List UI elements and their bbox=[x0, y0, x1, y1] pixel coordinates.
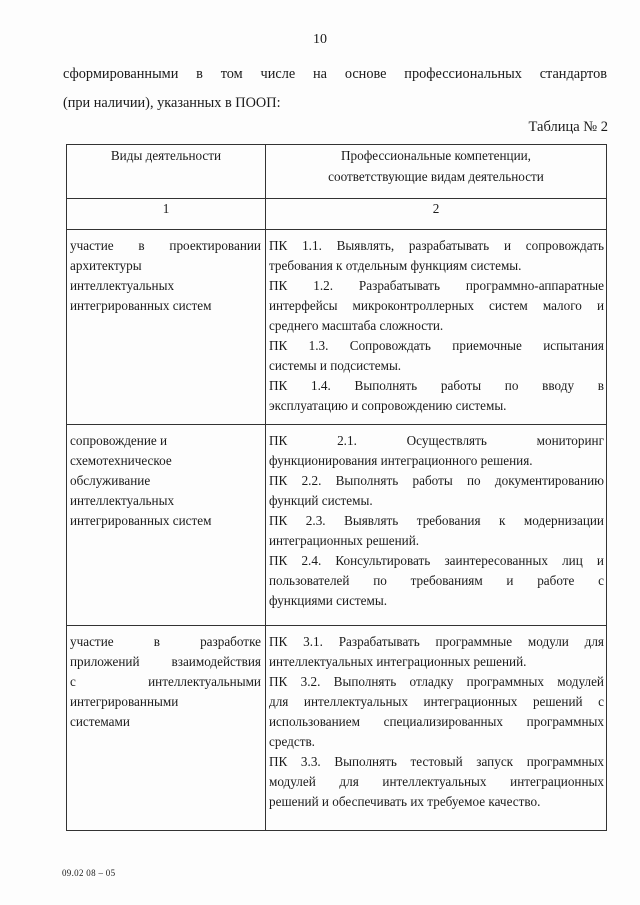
competence-line: использованием специализированных программных bbox=[269, 714, 604, 729]
header-competencies-line-1: Профессиональные компетенции, bbox=[341, 148, 531, 163]
competence-line: ПК 1.2. Разрабатывать программно-аппаратные bbox=[269, 278, 604, 293]
activity-line: схемотехническое bbox=[70, 453, 172, 468]
intro-line-2: (при наличии), указанных в ПООП: bbox=[63, 95, 281, 111]
column-number-row bbox=[67, 199, 607, 230]
activity-line: приложений взаимодействия bbox=[70, 654, 261, 669]
footer-document-code: 09.02 08 – 05 bbox=[62, 868, 116, 878]
competence-line: функциями системы. bbox=[269, 593, 388, 608]
competence-cell bbox=[266, 230, 607, 425]
competence-line: требования к отдельным функциям системы. bbox=[269, 258, 522, 273]
activity-line: сопровождение и bbox=[70, 433, 168, 448]
competence-line: ПК 3.2. Выполнять отладку программных модулей bbox=[269, 674, 604, 689]
header-competencies bbox=[266, 145, 607, 199]
activity-line: интегрированных систем bbox=[70, 298, 212, 313]
competence-line: решений и обеспечивать их требуемое качество. bbox=[269, 794, 541, 809]
header-activities bbox=[67, 145, 266, 199]
competence-line: интеграционных решений. bbox=[269, 533, 420, 548]
table-row bbox=[67, 425, 607, 626]
activity-line: системами bbox=[70, 714, 130, 729]
competence-line: среднего масштаба сложности. bbox=[269, 318, 444, 333]
table-caption: Таблица № 2 bbox=[528, 119, 608, 135]
column-number-1: 1 bbox=[67, 199, 266, 230]
activity-cell bbox=[67, 425, 266, 626]
competence-cell bbox=[266, 626, 607, 831]
competence-line: ПК 1.4. Выполнять работы по вводу в bbox=[269, 378, 604, 393]
competence-line: эксплуатацию и сопровождению системы. bbox=[269, 398, 507, 413]
competence-cell bbox=[266, 425, 607, 626]
competence-line: интеллектуальных интеграционных решений. bbox=[269, 654, 527, 669]
table-row bbox=[67, 626, 607, 831]
activity-line: участие в разработке bbox=[70, 634, 261, 649]
activity-line: с интеллектуальными bbox=[70, 674, 261, 689]
activity-cell bbox=[67, 626, 266, 831]
activity-line: интегрированных систем bbox=[70, 513, 212, 528]
competence-line: ПК 2.3. Выявлять требования к модернизации bbox=[269, 513, 604, 528]
competence-line: ПК 2.1. Осуществлять мониторинг bbox=[269, 433, 604, 448]
competence-line: ПК 3.3. Выполнять тестовый запуск программных bbox=[269, 754, 604, 769]
competence-line: ПК 1.1. Выявлять, разрабатывать и сопровождать bbox=[269, 238, 604, 253]
activity-line: архитектуры bbox=[70, 258, 142, 273]
column-number-2: 2 bbox=[266, 199, 607, 230]
competence-line: функционирования интеграционного решения. bbox=[269, 453, 533, 468]
page-number: 10 bbox=[313, 32, 327, 47]
competence-line: ПК 2.2. Выполнять работы по документированию bbox=[269, 473, 604, 488]
competence-line: для интеллектуальных интеграционных решений с bbox=[269, 694, 604, 709]
competence-line: средств. bbox=[269, 734, 315, 749]
header-competencies-line-2: соответствующие видам деятельности bbox=[328, 169, 544, 184]
competence-line: функций системы. bbox=[269, 493, 373, 508]
activity-line: обслуживание bbox=[70, 473, 151, 488]
table-header-row bbox=[67, 145, 607, 199]
intro-line-1: сформированными в том числе на основе профессиональных стандартов bbox=[63, 66, 607, 82]
competence-line: ПК 1.3. Сопровождать приемочные испытания bbox=[269, 338, 604, 353]
activity-line: участие в проектировании bbox=[70, 238, 261, 253]
activity-line: интегрированными bbox=[70, 694, 179, 709]
competence-line: ПК 2.4. Консультировать заинтересованных лиц и bbox=[269, 553, 604, 568]
activity-cell bbox=[67, 230, 266, 425]
competence-line: модулей для интеллектуальных интеграционных bbox=[269, 774, 604, 789]
competence-line: интерфейсы микроконтроллерных систем малого и bbox=[269, 298, 604, 313]
header-activities-label: Виды деятельности bbox=[110, 148, 222, 163]
table-row bbox=[67, 230, 607, 425]
activity-line: интеллектуальных bbox=[70, 278, 175, 293]
competence-line: системы и подсистемы. bbox=[269, 358, 402, 373]
competence-line: ПК 3.1. Разрабатывать программные модули для bbox=[269, 634, 604, 649]
competencies-table bbox=[66, 144, 607, 831]
activity-line: интеллектуальных bbox=[70, 493, 175, 508]
competence-line: пользователей по требованиям и работе с bbox=[269, 573, 604, 588]
